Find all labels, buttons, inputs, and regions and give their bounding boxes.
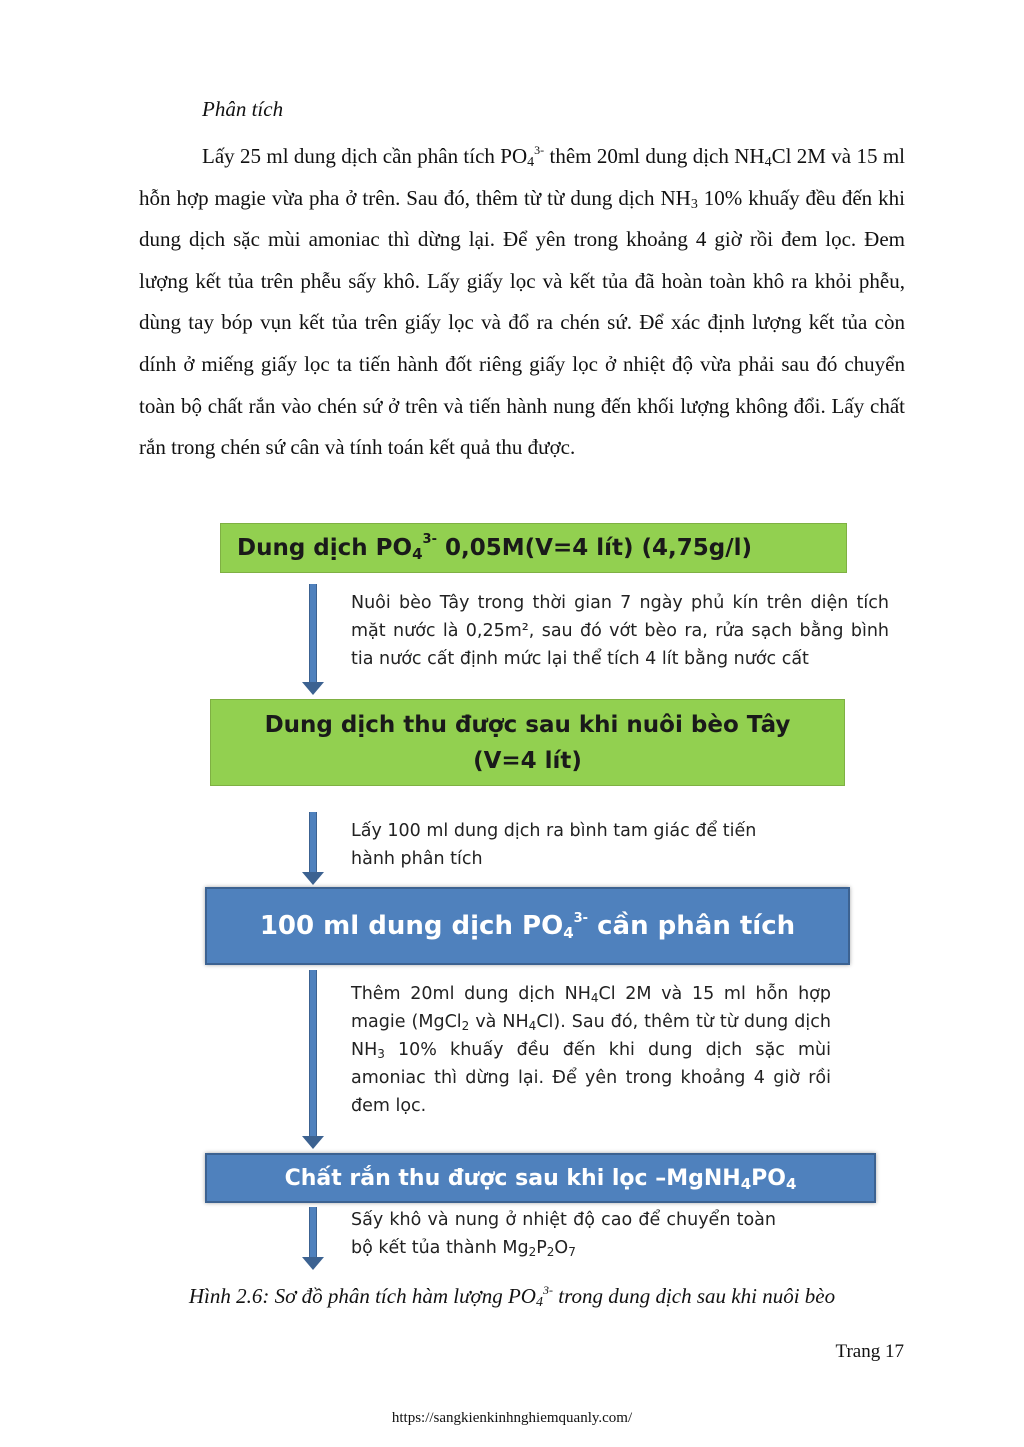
footer-url[interactable]: https://sangkienkinhnghiemquanly.com/ xyxy=(391,1410,633,1426)
flow-note-4: Sấy khô và nung ở nhiệt độ cao để chuyển toàn bộ kết tủa thành $Mg_2P_2O_7$ xyxy=(351,1210,776,1259)
figure-caption: Hình 2.6: Sơ đồ phân tích hàm lượng $PO_4^{3-}$ trong dung dịch sau khi nuôi bèo xyxy=(188,1283,836,1310)
flow-box-initial-solution: Dung dịch $PO_4^{3-}$ 0,05M(V=4 lít) (4,75g/l) xyxy=(220,523,847,573)
flow-note-1: Nuôi bèo Tây trong thời gian 7 ngày phủ kín trên diện tích mặt nước là 0,25m², sau đó vớt bèo ra, rửa sạch bằng bình tia nước cất định mức lại thể tích 4 lít bằng nước cất xyxy=(351,593,889,669)
flow-box-precipitate: Chất rắn thu được sau khi lọc $-MgNH_4PO_4$ xyxy=(205,1153,876,1203)
flow-note-3: Thêm 20ml dung dịch $NH_4Cl$ 2M và 15 ml hỗn hợp magie (MgCl$_2$ và $NH_4Cl$). Sau đó, thêm từ từ dung dịch $NH_3$ 10% khuấy đều đến khi dung dịch sặc mùi amoniac thì dừng lại. Để yên trong khoảng 4 giờ rồi đem lọc. xyxy=(351,984,831,1116)
flow-box-sample: 100 ml dung dịch $PO_4^{3-}$ cần phân tích xyxy=(205,887,850,965)
flow-note-2: Lấy 100 ml dung dịch ra bình tam giác để tiến hành phân tích xyxy=(351,821,757,869)
flow-arrow-1 xyxy=(304,584,322,696)
section-subtitle: Phân tích xyxy=(202,97,284,121)
page-number: Trang 17 xyxy=(835,1341,904,1362)
body-paragraph: Lấy 25 ml dung dịch cần phân tích $PO_4^{3-}$ thêm 20ml dung dịch $NH_4Cl$ 2M và 15 ml hỗn hợp magie vừa pha ở trên. Sau đó, thêm từ từ dung dịch $NH_3$ 10% khuấy đều đến khi dung dịch sặc mùi amoniac thì dừng lại. Để yên trong khoảng 4 giờ rồi đem lọc. Đem lượng kết tủa trên phễu sấy khô. Lấy giấy lọc và kết tủa đã hoàn toàn khô ra khỏi phễu, dùng tay bóp vụn kết tủa trên giấy lọc và đổ ra chén sứ. Để xác định lượng kết tủa còn dính ở miếng giấy lọc ta tiến hành đốt riêng giấy lọc ở nhiệt độ vừa phải sau đó chuyển toàn bộ chất rắn vào chén sứ ở trên và tiến hành nung đến khối lượng không đổi. Lấy chất rắn trong chén sứ cân và tính toán kết quả thu được. xyxy=(139,143,905,460)
flow-arrow-4 xyxy=(304,1207,322,1271)
flow-arrow-2 xyxy=(304,812,322,886)
flow-arrow-3 xyxy=(304,970,322,1150)
flow-box-after-culture: Dung dịch thu được sau khi nuôi bèo Tây (V=4 lít) xyxy=(210,699,845,786)
